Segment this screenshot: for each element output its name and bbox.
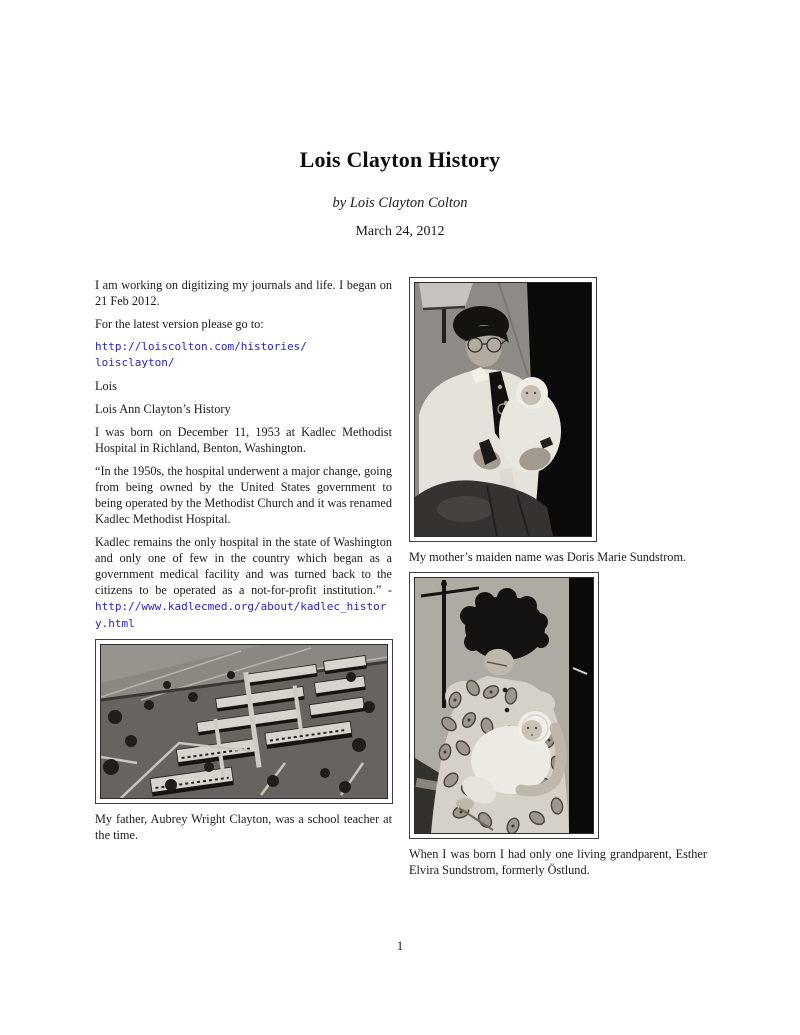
- kadlec-history-link[interactable]: http://www.kadlecmed.org/about/kadlec_history.html: [95, 600, 387, 630]
- site-link-line-1: http://loiscolton.com/histories/: [95, 340, 307, 353]
- father-baby-photo: [414, 282, 592, 537]
- grandparent-caption: When I was born I had only one living grandparent, Esther Elvira Sundstrom, formerly Östlund.: [409, 847, 707, 877]
- hospital-aerial-photo-frame: [95, 639, 393, 804]
- latest-version-paragraph: For the latest version please go to:: [95, 317, 264, 331]
- hospital-aerial-photo: [100, 644, 388, 799]
- left-column: [95, 277, 392, 850]
- site-link[interactable]: [95, 339, 392, 371]
- kadlec-paragraph-text: Kadlec remains the only hospital in the state of Washington and only one of few in the country which began as a government medical facility and was turned back to the citizens to be operated as a not-for-profit institution.” -: [95, 535, 392, 597]
- kadlec-paragraph: [95, 534, 392, 632]
- father-caption: My father, Aubrey Wright Clayton, was a school teacher at the time.: [95, 812, 392, 842]
- right-column: [409, 277, 707, 885]
- site-link-line-2: loisclayton/: [95, 356, 175, 369]
- mother-caption: My mother’s maiden name was Doris Marie Sundstrom.: [409, 550, 687, 564]
- mother-baby-photo-frame: [409, 572, 599, 839]
- mother-baby-photo: [414, 577, 594, 834]
- date-line: March 24, 2012: [355, 224, 445, 239]
- history-heading: Lois Ann Clayton’s History: [95, 402, 231, 416]
- page-number: 1: [396, 938, 404, 953]
- two-column-body: [95, 277, 707, 885]
- father-baby-photo-frame: [409, 277, 597, 542]
- intro-paragraph: I am working on digitizing my journals and life. I began on 21 Feb 2012.: [95, 278, 392, 308]
- lois-signature: Lois: [95, 379, 117, 393]
- byline: by Lois Clayton Colton: [332, 195, 468, 211]
- page-title: Lois Clayton History: [299, 147, 501, 172]
- site-link-block: [95, 339, 392, 371]
- hospital-quote-paragraph: “In the 1950s, the hospital underwent a major change, going from being owned by the United States government to being operated by the Methodist Church and it was renamed Kadlec Methodist Hospital.: [95, 464, 392, 526]
- birth-paragraph: I was born on December 11, 1953 at Kadlec Methodist Hospital in Richland, Benton, Washington.: [95, 425, 392, 455]
